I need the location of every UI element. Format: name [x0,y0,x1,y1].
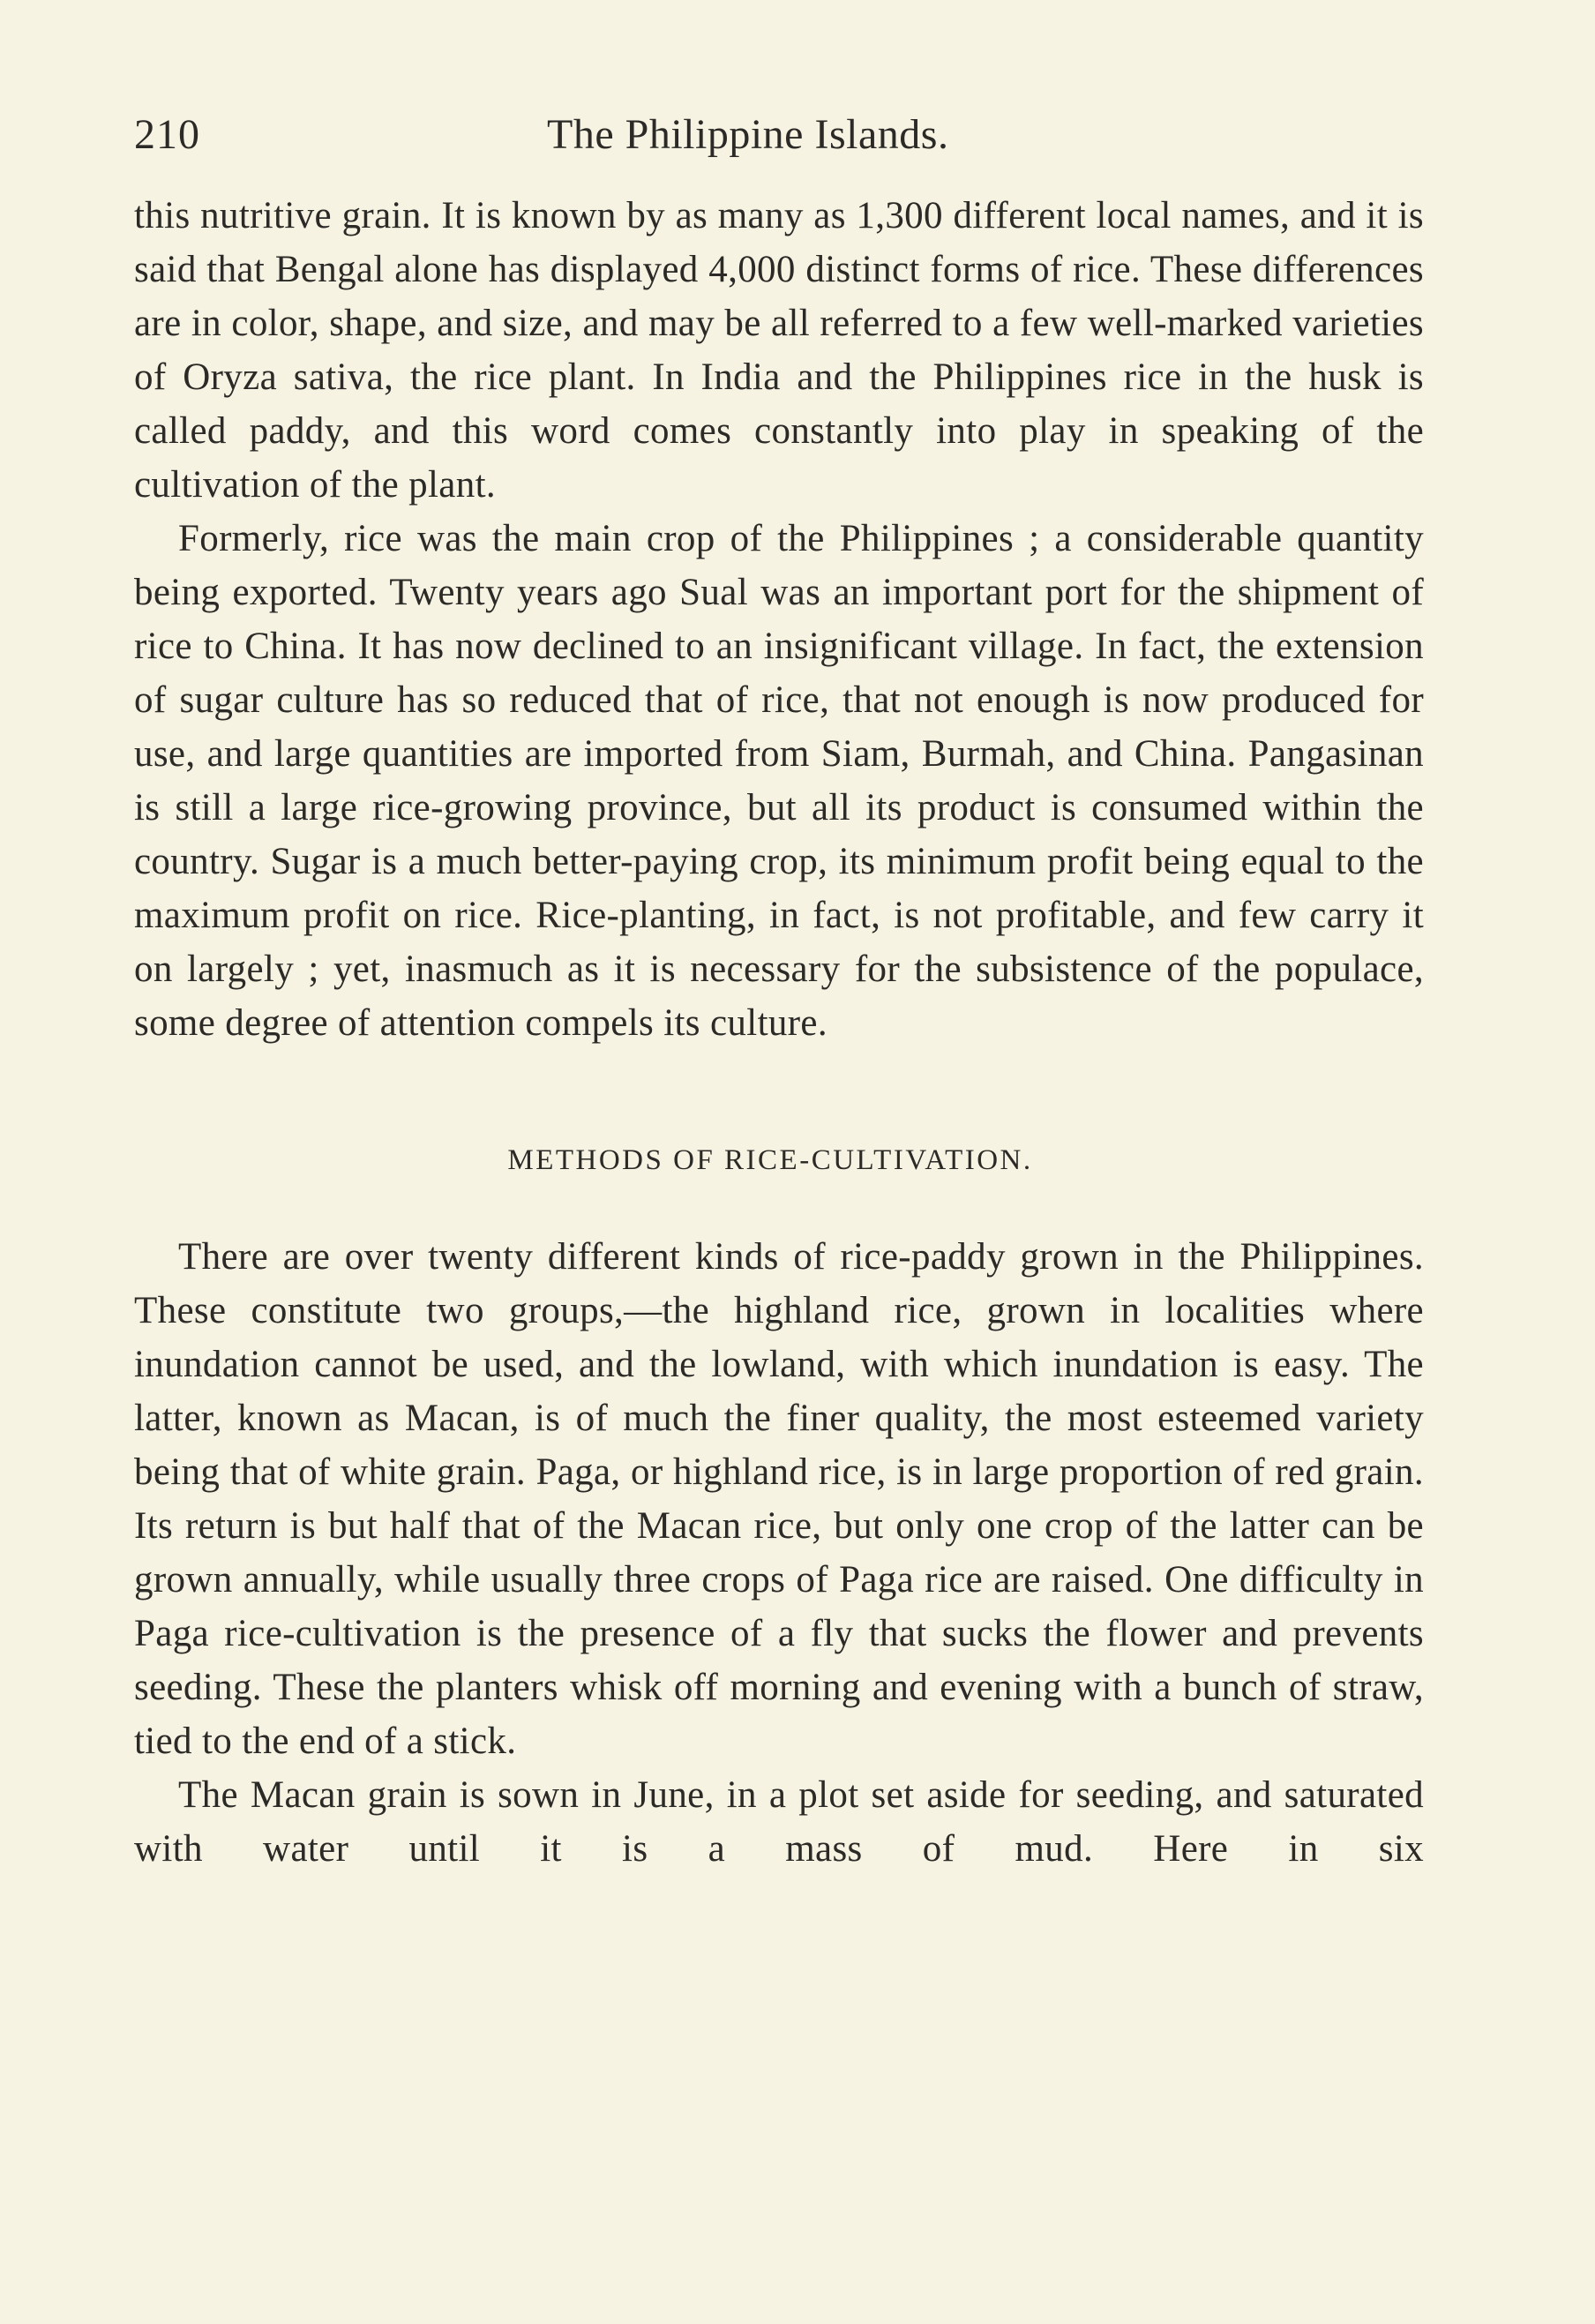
paragraph-continued: this nutritive grain. It is known by as many as 1,300 different local names, and it is said that Bengal alone has displayed 4,000 distinct forms of rice. These differences are in color, shape, and size, and may be all referred to a few well-marked varieties of Oryza sativa, the rice plant. In India and the Philippines rice in the husk is called paddy, and this word comes constantly into play in speaking of the cultivation of the plant. [134,195,1424,506]
body-text [134,189,1424,1876]
running-title: The Philippine Islands. [547,111,949,158]
running-head [134,104,1424,166]
book-page [134,104,1424,1876]
paragraph-formerly: Formerly, rice was the main crop of the Philippines ; a considerable quantity being exported. Twenty years ago Sual was an important port for the shipment of rice to China. It has now declined to an insignificant village. In fact, the extension of sugar culture has so reduced that of rice, that not enough is now produced for use, and large quantities are imported from Siam, Burmah, and China. Pangasinan is still a large rice-growing province, but all its product is consumed within the country. Sugar is a much better-paying crop, its minimum profit being equal to the maximum profit on rice. Rice-planting, in fact, is not profitable, and few carry it on largely ; yet, inasmuch as it is necessary for the subsistence of the populace, some degree of attention compels its culture. [134,518,1424,1044]
paragraph-varieties: There are over twenty different kinds of rice-paddy grown in the Philippines. These constitute two groups,—the highland rice, grown in localities where inundation cannot be used, and the lowland, with which inundation is easy. The latter, known as Macan, is of much the finer quality, the most esteemed variety being that of white grain. Paga, or highland rice, is in large proportion of red grain. Its return is but half that of the Macan rice, but only one crop of the latter can be grown annually, while usually three crops of Paga rice are raised. One difficulty in Paga rice-cultivation is the presence of a fly that sucks the flower and prevents seeding. These the planters whisk off morning and evening with a bunch of straw, tied to the end of a stick. [134,1236,1424,1762]
paragraph-macan-sowing: The Macan grain is sown in June, in a plot set aside for seeding, and saturated with water until it is a mass of mud. Here in six [134,1774,1424,1870]
page-number: 210 [134,111,200,158]
section-heading: METHODS OF RICE-CULTIVATION. [507,1144,1033,1176]
